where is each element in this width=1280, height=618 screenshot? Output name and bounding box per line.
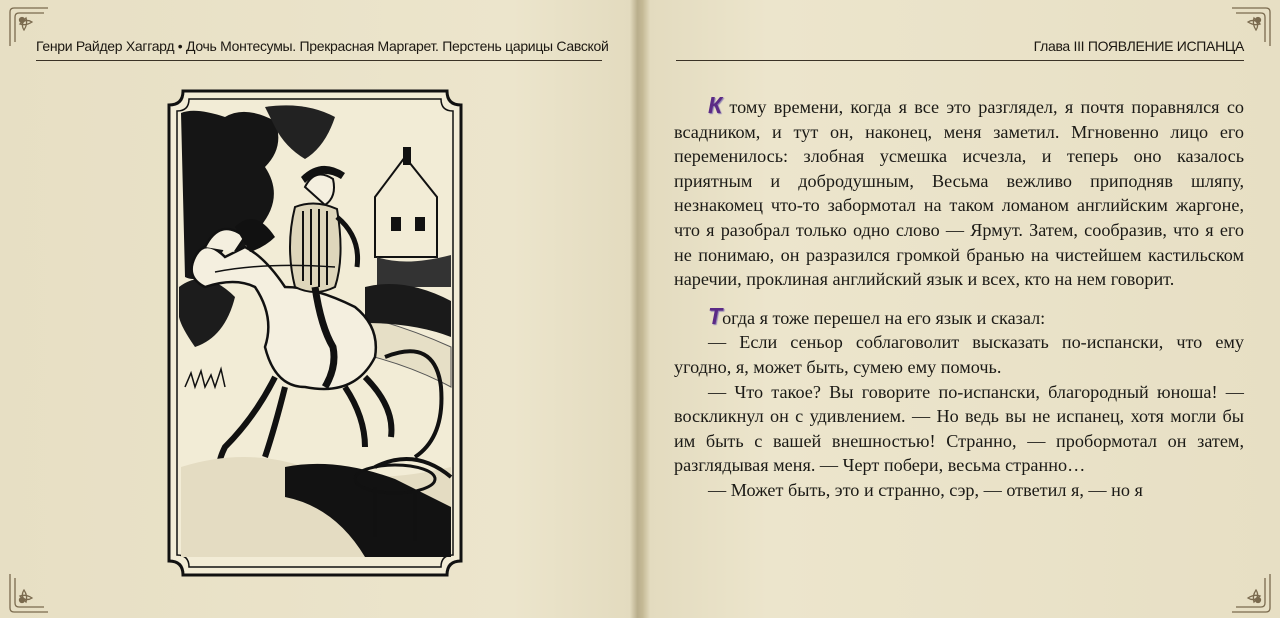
corner-ornament-icon xyxy=(6,570,52,616)
header-rule xyxy=(676,60,1244,61)
paragraph: — Может быть, это и странно, сэр, — ответил я, — но я xyxy=(708,479,1143,500)
paragraph xyxy=(674,304,1244,331)
paragraph-text: огда я тоже перешел на его язык и сказал: xyxy=(722,307,1046,328)
paragraph: — Если сеньор соблаговолит высказать по-испански, что ему угодно, я, может быть, сумею ему помочь. xyxy=(674,332,1244,377)
right-page[interactable] xyxy=(642,0,1280,618)
paragraph-text: тому времени, когда я все это разглядел, я почтя поравнялся со всадником, и тут он, наконец, меня заметил. Мгновенно лицо его переменилось: злобная усмешка исчезла, и теперь оно казалось приятным и добродушным, Весьма вежливо приподняв шляпу, незнакомец что-то забормотал на таком ломаном английским жаргоне, что я разобрал только одно слово — Ярмут. Затем, сообразив, что я его не понимаю, он разразился громкой бранью на чистейшем кастильском наречии, проклиная английский язык и всех, кто на нем говорит. xyxy=(674,97,1244,290)
running-head-chapter-title: Глава III ПОЯВЛЕНИЕ ИСПАНЦА xyxy=(1033,38,1244,54)
chapter-text xyxy=(674,93,1244,503)
running-head-book-title: Генри Райдер Хаггард • Дочь Монтесумы. Прекрасная Маргарет. Перстень царицы Савской xyxy=(36,38,609,54)
corner-ornament-icon xyxy=(1228,570,1274,616)
paragraph: — Что такое? Вы говорите по-испански, благородный юноша! — воскликнул он с удивлением. — Но ведь вы не испанец, хотя могли бы им быть с вашей внешностью! Странно, — пробормотал он затем, разглядывая меня. — Черт побери, весьма странно… xyxy=(674,381,1244,476)
book-illustration-rider-on-horse xyxy=(165,87,465,579)
paragraph xyxy=(674,93,1244,292)
drop-cap: К xyxy=(708,92,723,118)
left-page[interactable] xyxy=(0,0,638,618)
drop-cap: Т xyxy=(708,302,723,329)
header-rule xyxy=(36,60,602,61)
